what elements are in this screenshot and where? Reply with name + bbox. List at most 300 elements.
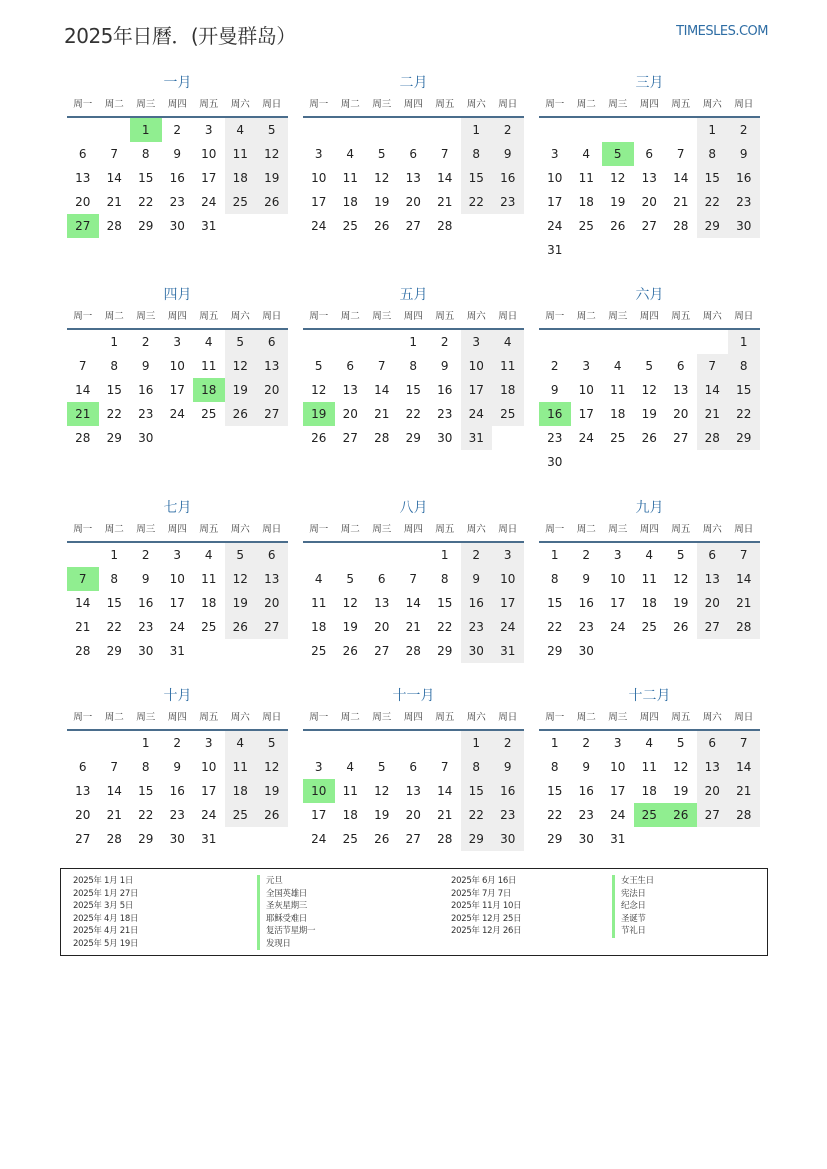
day-cell[interactable]: 9 xyxy=(492,755,524,779)
day-cell[interactable]: 3 xyxy=(582,359,591,373)
day-cell[interactable]: 11 xyxy=(225,142,257,166)
day-cell[interactable]: 17 xyxy=(169,596,185,610)
day-cell[interactable]: 12 xyxy=(311,383,327,397)
day-cell[interactable]: 15 xyxy=(405,383,421,397)
day-cell[interactable]: 19 xyxy=(673,784,689,798)
day-cell[interactable]: 29 xyxy=(547,644,563,658)
day-cell[interactable]: 21 xyxy=(728,779,760,803)
day-cell[interactable]: 3 xyxy=(173,335,182,349)
day-cell[interactable]: 29 xyxy=(461,827,493,851)
day-cell[interactable]: 31 xyxy=(547,243,563,257)
day-cell[interactable]: 7 xyxy=(676,147,685,161)
day-cell[interactable]: 10 xyxy=(169,572,185,586)
day-cell[interactable]: 26 xyxy=(225,402,257,426)
day-cell[interactable]: 20 xyxy=(75,195,91,209)
day-cell[interactable]: 5 xyxy=(377,147,386,161)
day-cell[interactable]: 31 xyxy=(492,639,524,663)
day-cell[interactable]: 10 xyxy=(311,171,327,185)
day-cell[interactable]: 14 xyxy=(75,596,91,610)
day-cell[interactable]: 7 xyxy=(440,760,449,774)
day-cell[interactable]: 2 xyxy=(582,548,591,562)
day-cell[interactable]: 11 xyxy=(225,755,257,779)
day-cell[interactable]: 12 xyxy=(673,760,689,774)
day-cell[interactable]: 3 xyxy=(613,736,622,750)
day-cell[interactable]: 24 xyxy=(610,808,626,822)
day-cell[interactable]: 29 xyxy=(697,214,729,238)
day-cell[interactable]: 21 xyxy=(374,407,390,421)
holiday-day-cell[interactable]: 16 xyxy=(539,402,571,426)
day-cell[interactable]: 20 xyxy=(697,779,729,803)
day-cell[interactable]: 12 xyxy=(610,171,626,185)
day-cell[interactable]: 30 xyxy=(578,644,594,658)
holiday-day-cell[interactable]: 5 xyxy=(602,142,634,166)
day-cell[interactable]: 11 xyxy=(311,596,327,610)
day-cell[interactable]: 30 xyxy=(138,431,154,445)
day-cell[interactable]: 26 xyxy=(256,190,288,214)
day-cell[interactable]: 21 xyxy=(437,195,453,209)
day-cell[interactable]: 27 xyxy=(75,832,91,846)
day-cell[interactable]: 15 xyxy=(461,166,493,190)
holiday-day-cell[interactable]: 18 xyxy=(193,378,225,402)
day-cell[interactable]: 19 xyxy=(374,195,390,209)
day-cell[interactable]: 14 xyxy=(437,171,453,185)
day-cell[interactable]: 15 xyxy=(728,378,760,402)
day-cell[interactable]: 30 xyxy=(547,455,563,469)
day-cell[interactable]: 19 xyxy=(374,808,390,822)
day-cell[interactable]: 3 xyxy=(204,736,213,750)
day-cell[interactable]: 2 xyxy=(492,731,524,755)
holiday-day-cell[interactable]: 1 xyxy=(130,118,162,142)
day-cell[interactable]: 14 xyxy=(106,171,122,185)
day-cell[interactable]: 23 xyxy=(169,808,185,822)
day-cell[interactable]: 10 xyxy=(578,383,594,397)
day-cell[interactable]: 19 xyxy=(610,195,626,209)
day-cell[interactable]: 26 xyxy=(342,644,358,658)
day-cell[interactable]: 8 xyxy=(461,755,493,779)
day-cell[interactable]: 22 xyxy=(697,190,729,214)
day-cell[interactable]: 4 xyxy=(346,147,355,161)
day-cell[interactable]: 14 xyxy=(728,567,760,591)
day-cell[interactable]: 15 xyxy=(138,171,154,185)
day-cell[interactable]: 2 xyxy=(141,335,150,349)
day-cell[interactable]: 22 xyxy=(138,195,154,209)
day-cell[interactable]: 12 xyxy=(225,354,257,378)
day-cell[interactable]: 20 xyxy=(256,591,288,615)
day-cell[interactable]: 23 xyxy=(492,803,524,827)
day-cell[interactable]: 29 xyxy=(106,431,122,445)
day-cell[interactable]: 22 xyxy=(547,808,563,822)
day-cell[interactable]: 4 xyxy=(346,760,355,774)
day-cell[interactable]: 5 xyxy=(225,543,257,567)
day-cell[interactable]: 22 xyxy=(461,190,493,214)
day-cell[interactable]: 3 xyxy=(550,147,559,161)
day-cell[interactable]: 26 xyxy=(225,615,257,639)
day-cell[interactable]: 27 xyxy=(256,615,288,639)
day-cell[interactable]: 16 xyxy=(461,591,493,615)
day-cell[interactable]: 9 xyxy=(582,572,591,586)
day-cell[interactable]: 25 xyxy=(641,620,657,634)
day-cell[interactable]: 8 xyxy=(110,359,119,373)
day-cell[interactable]: 14 xyxy=(374,383,390,397)
day-cell[interactable]: 20 xyxy=(405,808,421,822)
day-cell[interactable]: 12 xyxy=(374,171,390,185)
day-cell[interactable]: 19 xyxy=(256,166,288,190)
day-cell[interactable]: 3 xyxy=(461,330,493,354)
day-cell[interactable]: 31 xyxy=(461,426,493,450)
day-cell[interactable]: 25 xyxy=(610,431,626,445)
day-cell[interactable]: 30 xyxy=(138,644,154,658)
day-cell[interactable]: 22 xyxy=(106,407,122,421)
day-cell[interactable]: 14 xyxy=(697,378,729,402)
day-cell[interactable]: 6 xyxy=(78,147,87,161)
day-cell[interactable]: 23 xyxy=(138,407,154,421)
day-cell[interactable]: 20 xyxy=(342,407,358,421)
day-cell[interactable]: 27 xyxy=(374,644,390,658)
day-cell[interactable]: 23 xyxy=(461,615,493,639)
day-cell[interactable]: 15 xyxy=(106,596,122,610)
day-cell[interactable]: 11 xyxy=(578,171,594,185)
day-cell[interactable]: 28 xyxy=(405,644,421,658)
day-cell[interactable]: 10 xyxy=(461,354,493,378)
day-cell[interactable]: 2 xyxy=(440,335,449,349)
day-cell[interactable]: 3 xyxy=(492,543,524,567)
day-cell[interactable]: 13 xyxy=(374,596,390,610)
day-cell[interactable]: 27 xyxy=(405,219,421,233)
day-cell[interactable]: 5 xyxy=(645,359,654,373)
day-cell[interactable]: 4 xyxy=(582,147,591,161)
day-cell[interactable]: 5 xyxy=(256,731,288,755)
day-cell[interactable]: 3 xyxy=(613,548,622,562)
day-cell[interactable]: 24 xyxy=(492,615,524,639)
day-cell[interactable]: 1 xyxy=(461,118,493,142)
day-cell[interactable]: 9 xyxy=(582,760,591,774)
day-cell[interactable]: 30 xyxy=(169,219,185,233)
day-cell[interactable]: 15 xyxy=(461,779,493,803)
day-cell[interactable]: 30 xyxy=(578,832,594,846)
day-cell[interactable]: 23 xyxy=(728,190,760,214)
day-cell[interactable]: 24 xyxy=(311,832,327,846)
day-cell[interactable]: 20 xyxy=(641,195,657,209)
day-cell[interactable]: 31 xyxy=(201,219,217,233)
day-cell[interactable]: 17 xyxy=(201,784,217,798)
day-cell[interactable]: 7 xyxy=(409,572,418,586)
day-cell[interactable]: 18 xyxy=(578,195,594,209)
day-cell[interactable]: 10 xyxy=(201,147,217,161)
day-cell[interactable]: 27 xyxy=(641,219,657,233)
day-cell[interactable]: 29 xyxy=(728,426,760,450)
day-cell[interactable]: 8 xyxy=(141,147,150,161)
day-cell[interactable]: 30 xyxy=(492,827,524,851)
day-cell[interactable]: 13 xyxy=(697,567,729,591)
day-cell[interactable]: 23 xyxy=(492,190,524,214)
day-cell[interactable]: 7 xyxy=(110,147,119,161)
day-cell[interactable]: 20 xyxy=(697,591,729,615)
day-cell[interactable]: 25 xyxy=(201,407,217,421)
day-cell[interactable]: 23 xyxy=(547,431,563,445)
day-cell[interactable]: 11 xyxy=(201,359,217,373)
day-cell[interactable]: 25 xyxy=(201,620,217,634)
day-cell[interactable]: 5 xyxy=(377,760,386,774)
day-cell[interactable]: 24 xyxy=(201,195,217,209)
day-cell[interactable]: 1 xyxy=(728,330,760,354)
day-cell[interactable]: 9 xyxy=(173,147,182,161)
day-cell[interactable]: 21 xyxy=(673,195,689,209)
day-cell[interactable]: 16 xyxy=(728,166,760,190)
day-cell[interactable]: 19 xyxy=(256,779,288,803)
day-cell[interactable]: 16 xyxy=(578,784,594,798)
day-cell[interactable]: 12 xyxy=(256,142,288,166)
day-cell[interactable]: 18 xyxy=(311,620,327,634)
day-cell[interactable]: 23 xyxy=(138,620,154,634)
day-cell[interactable]: 9 xyxy=(728,142,760,166)
day-cell[interactable]: 4 xyxy=(225,118,257,142)
day-cell[interactable]: 4 xyxy=(492,330,524,354)
day-cell[interactable]: 21 xyxy=(106,195,122,209)
holiday-day-cell[interactable]: 25 xyxy=(634,803,666,827)
day-cell[interactable]: 28 xyxy=(106,832,122,846)
day-cell[interactable]: 6 xyxy=(676,359,685,373)
day-cell[interactable]: 8 xyxy=(110,572,119,586)
day-cell[interactable]: 4 xyxy=(204,548,213,562)
day-cell[interactable]: 7 xyxy=(78,359,87,373)
day-cell[interactable]: 26 xyxy=(374,219,390,233)
day-cell[interactable]: 8 xyxy=(409,359,418,373)
day-cell[interactable]: 13 xyxy=(405,171,421,185)
day-cell[interactable]: 6 xyxy=(78,760,87,774)
day-cell[interactable]: 24 xyxy=(311,219,327,233)
day-cell[interactable]: 28 xyxy=(437,219,453,233)
day-cell[interactable]: 8 xyxy=(697,142,729,166)
day-cell[interactable]: 13 xyxy=(342,383,358,397)
day-cell[interactable]: 23 xyxy=(169,195,185,209)
day-cell[interactable]: 24 xyxy=(461,402,493,426)
day-cell[interactable]: 13 xyxy=(405,784,421,798)
day-cell[interactable]: 27 xyxy=(256,402,288,426)
day-cell[interactable]: 1 xyxy=(461,731,493,755)
day-cell[interactable]: 12 xyxy=(641,383,657,397)
day-cell[interactable]: 24 xyxy=(169,620,185,634)
day-cell[interactable]: 29 xyxy=(547,832,563,846)
day-cell[interactable]: 18 xyxy=(225,166,257,190)
day-cell[interactable]: 16 xyxy=(578,596,594,610)
day-cell[interactable]: 28 xyxy=(75,644,91,658)
day-cell[interactable]: 6 xyxy=(409,760,418,774)
day-cell[interactable]: 1 xyxy=(110,335,119,349)
day-cell[interactable]: 6 xyxy=(256,330,288,354)
day-cell[interactable]: 29 xyxy=(138,832,154,846)
day-cell[interactable]: 14 xyxy=(673,171,689,185)
day-cell[interactable]: 20 xyxy=(75,808,91,822)
day-cell[interactable]: 24 xyxy=(578,431,594,445)
day-cell[interactable]: 4 xyxy=(225,731,257,755)
day-cell[interactable]: 25 xyxy=(342,219,358,233)
day-cell[interactable]: 9 xyxy=(141,359,150,373)
day-cell[interactable]: 26 xyxy=(374,832,390,846)
day-cell[interactable]: 7 xyxy=(440,147,449,161)
day-cell[interactable]: 2 xyxy=(141,548,150,562)
day-cell[interactable]: 11 xyxy=(610,383,626,397)
day-cell[interactable]: 15 xyxy=(106,383,122,397)
day-cell[interactable]: 6 xyxy=(346,359,355,373)
day-cell[interactable]: 30 xyxy=(437,431,453,445)
day-cell[interactable]: 13 xyxy=(673,383,689,397)
day-cell[interactable]: 22 xyxy=(437,620,453,634)
day-cell[interactable]: 9 xyxy=(550,383,559,397)
day-cell[interactable]: 1 xyxy=(141,736,150,750)
day-cell[interactable]: 5 xyxy=(676,736,685,750)
day-cell[interactable]: 25 xyxy=(225,190,257,214)
day-cell[interactable]: 10 xyxy=(547,171,563,185)
day-cell[interactable]: 10 xyxy=(492,567,524,591)
day-cell[interactable]: 12 xyxy=(673,572,689,586)
day-cell[interactable]: 8 xyxy=(728,354,760,378)
holiday-day-cell[interactable]: 19 xyxy=(303,402,335,426)
day-cell[interactable]: 8 xyxy=(550,760,559,774)
day-cell[interactable]: 1 xyxy=(550,548,559,562)
day-cell[interactable]: 31 xyxy=(201,832,217,846)
day-cell[interactable]: 24 xyxy=(547,219,563,233)
day-cell[interactable]: 17 xyxy=(201,171,217,185)
day-cell[interactable]: 18 xyxy=(641,784,657,798)
day-cell[interactable]: 21 xyxy=(697,402,729,426)
day-cell[interactable]: 22 xyxy=(405,407,421,421)
day-cell[interactable]: 1 xyxy=(697,118,729,142)
day-cell[interactable]: 23 xyxy=(578,808,594,822)
day-cell[interactable]: 11 xyxy=(201,572,217,586)
day-cell[interactable]: 15 xyxy=(138,784,154,798)
day-cell[interactable]: 8 xyxy=(461,142,493,166)
day-cell[interactable]: 2 xyxy=(461,543,493,567)
day-cell[interactable]: 26 xyxy=(256,803,288,827)
day-cell[interactable]: 27 xyxy=(697,615,729,639)
day-cell[interactable]: 18 xyxy=(201,596,217,610)
day-cell[interactable]: 4 xyxy=(645,548,654,562)
day-cell[interactable]: 18 xyxy=(342,195,358,209)
day-cell[interactable]: 15 xyxy=(547,784,563,798)
day-cell[interactable]: 3 xyxy=(204,123,213,137)
day-cell[interactable]: 21 xyxy=(728,591,760,615)
day-cell[interactable]: 25 xyxy=(492,402,524,426)
holiday-day-cell[interactable]: 21 xyxy=(67,402,99,426)
day-cell[interactable]: 4 xyxy=(613,359,622,373)
day-cell[interactable]: 18 xyxy=(342,808,358,822)
day-cell[interactable]: 29 xyxy=(106,644,122,658)
day-cell[interactable]: 2 xyxy=(492,118,524,142)
day-cell[interactable]: 13 xyxy=(641,171,657,185)
day-cell[interactable]: 28 xyxy=(374,431,390,445)
day-cell[interactable]: 25 xyxy=(311,644,327,658)
day-cell[interactable]: 10 xyxy=(610,572,626,586)
holiday-day-cell[interactable]: 7 xyxy=(67,567,99,591)
day-cell[interactable]: 14 xyxy=(728,755,760,779)
day-cell[interactable]: 13 xyxy=(697,755,729,779)
day-cell[interactable]: 7 xyxy=(697,354,729,378)
day-cell[interactable]: 14 xyxy=(437,784,453,798)
day-cell[interactable]: 2 xyxy=(728,118,760,142)
day-cell[interactable]: 22 xyxy=(138,808,154,822)
day-cell[interactable]: 7 xyxy=(728,543,760,567)
day-cell[interactable]: 10 xyxy=(201,760,217,774)
day-cell[interactable]: 17 xyxy=(311,195,327,209)
day-cell[interactable]: 3 xyxy=(173,548,182,562)
day-cell[interactable]: 26 xyxy=(673,620,689,634)
day-cell[interactable]: 16 xyxy=(169,784,185,798)
day-cell[interactable]: 8 xyxy=(550,572,559,586)
holiday-day-cell[interactable]: 26 xyxy=(665,803,697,827)
day-cell[interactable]: 19 xyxy=(673,596,689,610)
day-cell[interactable]: 14 xyxy=(75,383,91,397)
day-cell[interactable]: 9 xyxy=(173,760,182,774)
day-cell[interactable]: 22 xyxy=(547,620,563,634)
day-cell[interactable]: 12 xyxy=(342,596,358,610)
day-cell[interactable]: 19 xyxy=(225,591,257,615)
day-cell[interactable]: 10 xyxy=(610,760,626,774)
day-cell[interactable]: 12 xyxy=(374,784,390,798)
day-cell[interactable]: 17 xyxy=(547,195,563,209)
day-cell[interactable]: 15 xyxy=(547,596,563,610)
day-cell[interactable]: 22 xyxy=(728,402,760,426)
day-cell[interactable]: 19 xyxy=(225,378,257,402)
day-cell[interactable]: 29 xyxy=(405,431,421,445)
day-cell[interactable]: 14 xyxy=(405,596,421,610)
day-cell[interactable]: 28 xyxy=(106,219,122,233)
day-cell[interactable]: 25 xyxy=(225,803,257,827)
day-cell[interactable]: 21 xyxy=(405,620,421,634)
day-cell[interactable]: 13 xyxy=(75,171,91,185)
day-cell[interactable]: 16 xyxy=(138,596,154,610)
day-cell[interactable]: 2 xyxy=(173,736,182,750)
day-cell[interactable]: 13 xyxy=(256,354,288,378)
day-cell[interactable]: 24 xyxy=(610,620,626,634)
day-cell[interactable]: 28 xyxy=(673,219,689,233)
day-cell[interactable]: 17 xyxy=(610,596,626,610)
day-cell[interactable]: 9 xyxy=(492,142,524,166)
day-cell[interactable]: 23 xyxy=(578,620,594,634)
day-cell[interactable]: 6 xyxy=(697,543,729,567)
day-cell[interactable]: 21 xyxy=(437,808,453,822)
day-cell[interactable]: 1 xyxy=(110,548,119,562)
day-cell[interactable]: 25 xyxy=(578,219,594,233)
day-cell[interactable]: 3 xyxy=(314,760,323,774)
day-cell[interactable]: 17 xyxy=(311,808,327,822)
day-cell[interactable]: 26 xyxy=(610,219,626,233)
day-cell[interactable]: 28 xyxy=(437,832,453,846)
day-cell[interactable]: 1 xyxy=(409,335,418,349)
day-cell[interactable]: 7 xyxy=(377,359,386,373)
day-cell[interactable]: 8 xyxy=(141,760,150,774)
day-cell[interactable]: 5 xyxy=(314,359,323,373)
day-cell[interactable]: 20 xyxy=(374,620,390,634)
day-cell[interactable]: 1 xyxy=(440,548,449,562)
day-cell[interactable]: 6 xyxy=(377,572,386,586)
day-cell[interactable]: 20 xyxy=(405,195,421,209)
day-cell[interactable]: 17 xyxy=(610,784,626,798)
day-cell[interactable]: 7 xyxy=(728,731,760,755)
day-cell[interactable]: 5 xyxy=(676,548,685,562)
day-cell[interactable]: 9 xyxy=(461,567,493,591)
day-cell[interactable]: 4 xyxy=(314,572,323,586)
day-cell[interactable]: 15 xyxy=(697,166,729,190)
day-cell[interactable]: 10 xyxy=(169,359,185,373)
day-cell[interactable]: 24 xyxy=(201,808,217,822)
day-cell[interactable]: 27 xyxy=(673,431,689,445)
day-cell[interactable]: 22 xyxy=(106,620,122,634)
day-cell[interactable]: 24 xyxy=(169,407,185,421)
day-cell[interactable]: 6 xyxy=(256,543,288,567)
day-cell[interactable]: 17 xyxy=(169,383,185,397)
day-cell[interactable]: 17 xyxy=(492,591,524,615)
day-cell[interactable]: 18 xyxy=(610,407,626,421)
